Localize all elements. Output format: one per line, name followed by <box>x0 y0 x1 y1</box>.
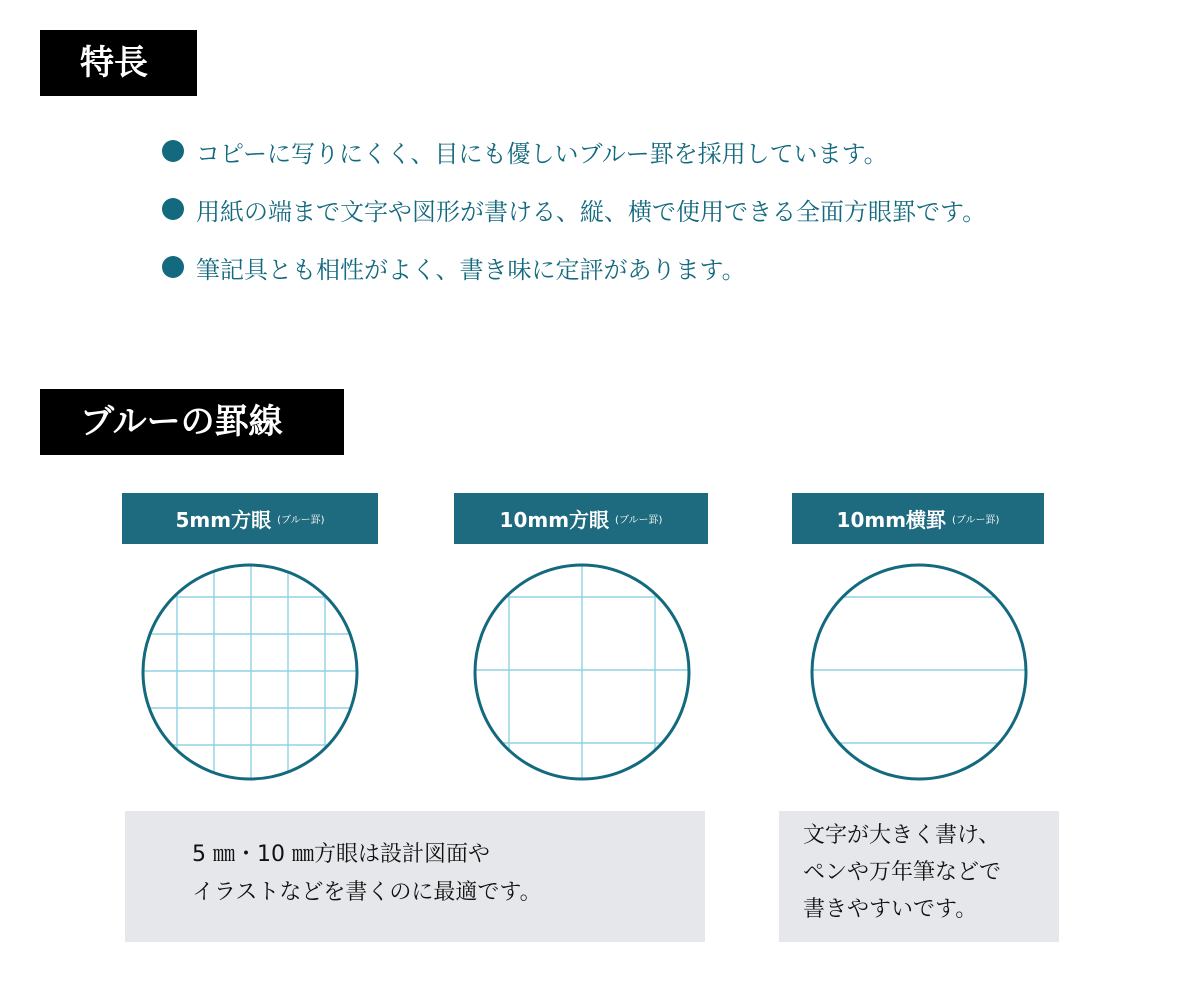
note-line: 文字が大きく書け、 <box>803 823 1001 848</box>
bullet-icon <box>162 256 184 278</box>
bullet-icon <box>162 198 184 220</box>
grid-10mm-sample <box>472 562 692 782</box>
ruled-10mm-label <box>792 493 1044 544</box>
tile-label-text: 10mm方眼 <box>499 508 610 532</box>
features-list <box>162 122 986 296</box>
tile-label-text: 5mm方眼 <box>175 508 272 532</box>
note-line: イラストなどを書くのに最適です。 <box>192 880 542 905</box>
note-line: ペンや万年筆などで <box>803 860 1002 885</box>
feature-text: 用紙の端まで文字や図形が書ける、縦、横で使用できる全面方眼罫です。 <box>196 197 987 226</box>
grid-5mm-sample <box>140 562 360 782</box>
feature-item <box>162 180 986 238</box>
grid-10mm-label <box>454 493 708 544</box>
feature-item <box>162 122 986 180</box>
feature-item <box>162 238 986 296</box>
ruled-10mm-sample <box>809 562 1029 782</box>
grid-5mm-label <box>122 493 378 544</box>
ruled-note <box>779 811 1059 942</box>
note-line: 5 ㎜・10 ㎜方眼は設計図面や <box>192 842 490 867</box>
feature-text: 筆記具とも相性がよく、書き味に定評があります。 <box>196 255 746 284</box>
tile-label-sub: (ブルー罫) <box>615 515 663 526</box>
note-line: 書きやすいです。 <box>803 897 978 922</box>
tile-label-sub: (ブルー罫) <box>952 515 1000 526</box>
grid-note <box>125 811 705 942</box>
ruling-heading: ブルーの罫線 <box>40 389 344 455</box>
feature-text: コピーに写りにくく、目にも優しいブルー罫を採用しています。 <box>196 139 888 168</box>
bullet-icon <box>162 140 184 162</box>
features-heading: 特長 <box>40 30 197 96</box>
tile-label-text: 10mm横罫 <box>836 508 947 532</box>
tile-label-sub: (ブルー罫) <box>277 515 325 526</box>
